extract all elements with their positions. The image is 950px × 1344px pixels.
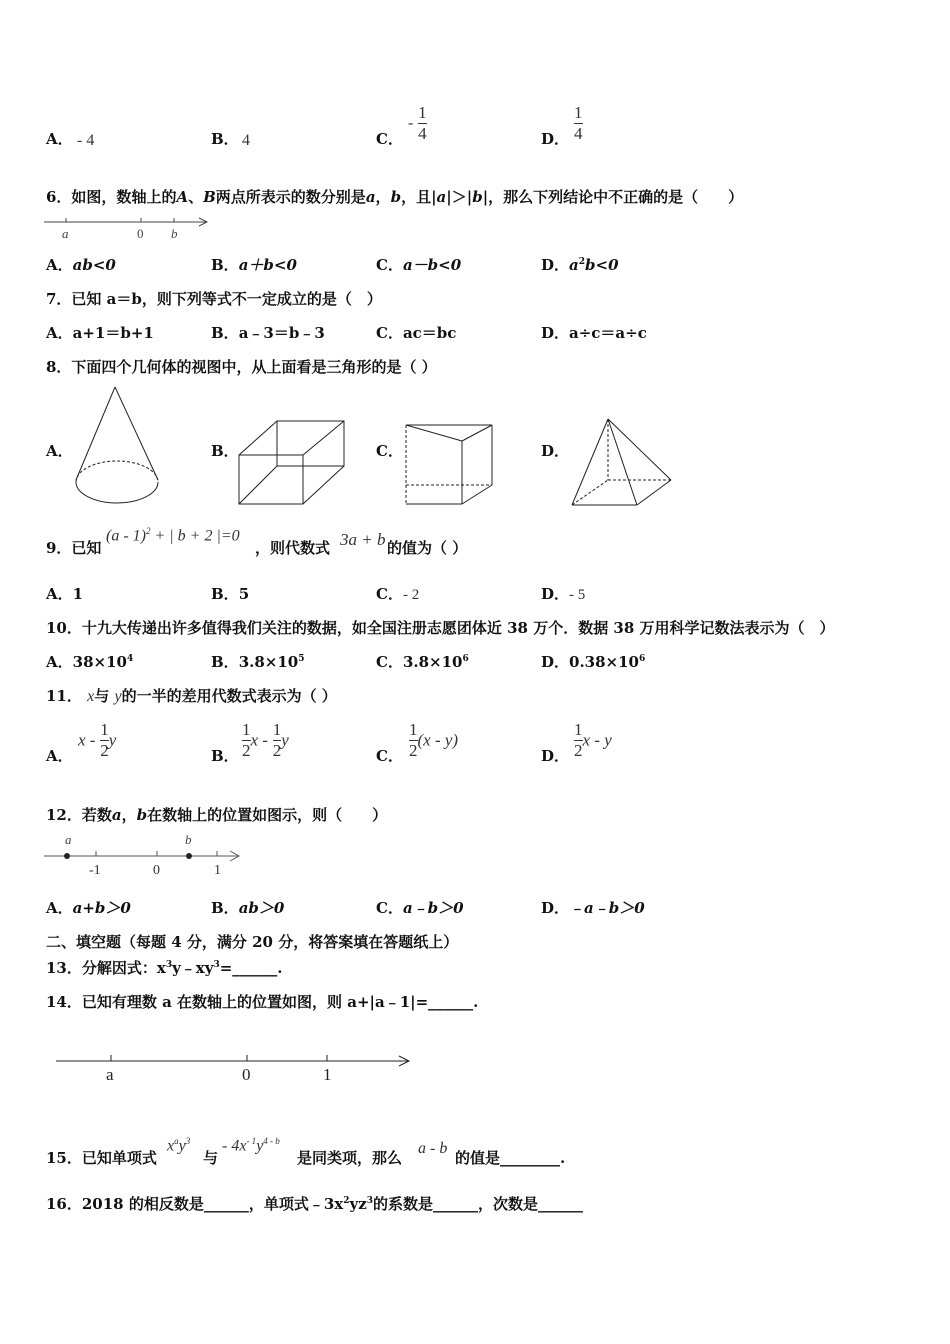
var-a: a: [111, 806, 122, 824]
option-expr: ac＝bc: [402, 324, 457, 342]
axis-label-a: a: [62, 226, 69, 241]
option-expr: a: [569, 256, 579, 274]
q8-option-b-label: B．: [211, 442, 239, 460]
option-label: A．: [46, 653, 73, 671]
q9-option-b: [211, 583, 249, 604]
option-value: - 5: [569, 587, 586, 603]
denominator: 2: [100, 741, 109, 760]
option-expr: ﹣a﹣b＞0: [569, 899, 645, 917]
stem-text: |，那么下列结论中不正确的是（ ）: [482, 188, 744, 206]
option-value: 3.8×10: [402, 653, 463, 671]
exponent: - 1: [246, 1136, 257, 1146]
exponent: 3: [366, 1196, 373, 1206]
expr-part: - 4x: [222, 1137, 247, 1155]
axis-label-one: 1: [214, 863, 221, 878]
expr-part: y: [108, 730, 117, 750]
option-expr: a﹣3＝b﹣3: [238, 324, 325, 342]
option-label: C．: [376, 653, 403, 671]
var-b: b: [472, 188, 483, 206]
point-b: B: [203, 188, 216, 206]
option-expr: a+b＞0: [72, 899, 131, 917]
q8-option-a-label: A．: [46, 442, 73, 460]
q7-option-a: [46, 322, 154, 343]
q9-expression: 3a + b: [340, 530, 386, 549]
fraction: [574, 103, 583, 144]
q12-option-a: [46, 897, 131, 918]
q9-stem-mid: ，则代数式: [255, 539, 331, 557]
q9-option-a: [46, 583, 83, 604]
q5-option-b-value: 4: [242, 132, 250, 149]
q10-option-c: [376, 651, 469, 672]
q11-option-b-label: B．: [211, 747, 239, 765]
denominator: 4: [574, 124, 583, 143]
option-expr: ab<0: [72, 256, 116, 274]
q12-number-line: [44, 830, 244, 878]
q10-option-d: [541, 651, 645, 672]
q13-stem: [46, 957, 283, 978]
var-b: b: [390, 188, 402, 206]
option-expr: ab＞0: [238, 899, 285, 917]
axis-label-b: b: [185, 832, 192, 847]
q7-stem: 7．已知 a＝b，则下列等式不一定成立的是（ ）: [46, 290, 382, 308]
cone-figure: [70, 385, 165, 510]
option-label: D．: [541, 899, 570, 917]
q11-option-c-expr: [409, 720, 458, 761]
stem-text: 16．2018 的相反数是______，单项式﹣3x: [46, 1195, 344, 1213]
fraction: [100, 720, 109, 761]
exponent: 2: [145, 526, 151, 536]
q12-option-d: [541, 897, 645, 918]
option-label: D．: [541, 585, 570, 603]
option-label: C．: [376, 585, 403, 603]
numerator: 1: [100, 720, 109, 739]
stem-text: yz: [349, 1195, 367, 1213]
cuboid-figure: [236, 418, 348, 510]
option-value: 0.38×10: [569, 653, 639, 671]
stem-text: =______.: [219, 959, 283, 977]
fraction: [273, 720, 282, 761]
axis-label-zero: 0: [137, 226, 144, 241]
option-label: D．: [541, 653, 570, 671]
q15-and: 与: [203, 1149, 219, 1167]
q9-stem-prefix: 9．已知: [46, 539, 102, 557]
axis-label-a: a: [65, 832, 72, 847]
q6-option-b: [211, 254, 297, 275]
q7-option-d: [541, 322, 647, 343]
q15-stem-prefix: 15．已知单项式: [46, 1149, 157, 1167]
exponent: 6: [639, 654, 646, 664]
option-label: B．: [211, 585, 239, 603]
q14-number-line: [56, 1050, 416, 1086]
q15-stem-suffix: 的值是________.: [455, 1149, 566, 1167]
denominator: 2: [272, 741, 282, 760]
exponent: 5: [298, 654, 305, 664]
option-label: D．: [541, 256, 570, 274]
stem-text: 13．分解因式：x: [46, 959, 166, 977]
option-label: D．: [541, 324, 570, 342]
exponent: 6: [462, 654, 469, 664]
q14-stem: 14．已知有理数 a 在数轴上的位置如图，则 a+|a﹣1|=______.: [46, 993, 479, 1011]
option-label: C．: [376, 324, 403, 342]
axis-label-minus-one: -1: [89, 863, 101, 878]
q11-stem: [46, 685, 337, 706]
q9-stem-suffix: 的值为（ ）: [387, 539, 468, 557]
option-expr: a＋b<0: [238, 256, 297, 274]
q11-option-d-label: D．: [541, 747, 570, 765]
option-label: A．: [46, 585, 73, 603]
expr-part: (x - y): [417, 730, 459, 750]
q7-option-b: [211, 322, 325, 343]
exponent: 3: [213, 960, 220, 970]
q11-option-b-expr: [242, 720, 289, 761]
axis-label-zero: 0: [242, 1065, 251, 1084]
option-expr: a+1＝b+1: [72, 324, 154, 342]
option-value: 38×10: [72, 653, 127, 671]
option-label: A．: [46, 324, 73, 342]
option-expr: a÷c＝a÷c: [569, 324, 647, 342]
q5-option-d-value: [574, 103, 583, 144]
q10-option-a: [46, 651, 133, 672]
q11-option-c-label: C．: [376, 747, 403, 765]
stem-text: 12．若数: [46, 806, 112, 824]
axis-label-b: b: [171, 226, 178, 241]
var-a: a: [436, 188, 447, 206]
q5-option-a-value: - 4: [77, 132, 95, 149]
axis-label-one: 1: [323, 1065, 332, 1084]
stem-text: 两点所表示的数分别是: [215, 188, 366, 206]
option-expr: b<0: [585, 256, 619, 274]
axis-label-a: a: [106, 1065, 114, 1084]
expr-part: x -: [250, 730, 268, 750]
q15-stem-mid: 是同类项，那么: [297, 1149, 403, 1167]
exponent: 4: [126, 654, 134, 664]
q11-option-d-expr: [574, 720, 612, 761]
q8-stem: 8．下面四个几何体的视图中，从上面看是三角形的是（ ）: [46, 358, 437, 376]
q5-option-d-label: D．: [541, 130, 570, 148]
q15-monomial-1: [167, 1136, 190, 1155]
option-label: A．: [46, 899, 73, 917]
exponent: a: [174, 1136, 179, 1146]
q9-condition: [106, 526, 240, 545]
point-a: A: [176, 188, 189, 206]
q10-option-b: [211, 651, 305, 672]
expr-part: y: [256, 1137, 264, 1155]
q6-number-line: [44, 212, 214, 242]
exponent: 3: [165, 960, 173, 970]
q12-option-c: [376, 897, 464, 918]
numerator: 1: [242, 720, 251, 739]
stem-text: y﹣xy: [172, 959, 214, 977]
fraction: [418, 103, 427, 144]
q12-option-b: [211, 897, 284, 918]
option-label: A．: [46, 256, 73, 274]
q16-stem: [46, 1193, 583, 1214]
q15-expression: a - b: [418, 1140, 448, 1157]
numerator: 1: [574, 103, 583, 122]
option-value: 3.8×10: [238, 653, 299, 671]
stem-text: 与: [94, 687, 110, 705]
numerator: 1: [409, 720, 418, 739]
option-label: B．: [211, 324, 239, 342]
q6-stem: [46, 186, 743, 207]
stem-text: 的系数是______，次数是______: [373, 1195, 584, 1213]
stem-text: |＞|: [446, 188, 473, 206]
var-b: b: [136, 806, 148, 824]
section-2-heading: 二、填空题（每题 4 分，满分 20 分，将答案填在答题纸上）: [46, 933, 459, 951]
fraction: [574, 720, 583, 761]
expr-part: y: [178, 1137, 186, 1155]
exponent: 2: [578, 257, 586, 267]
question-number: 11．: [46, 687, 82, 705]
option-expr: a﹣b＞0: [402, 899, 464, 917]
numerator: 1: [574, 720, 583, 739]
option-label: B．: [211, 653, 239, 671]
denominator: 4: [418, 124, 427, 143]
q15-monomial-2: [222, 1136, 280, 1155]
denominator: 2: [242, 741, 251, 760]
q9-option-c: [376, 583, 419, 604]
pyramid-figure: [568, 416, 678, 508]
q11-option-a-expr: [78, 720, 116, 761]
expr-part: x -: [78, 730, 96, 750]
q5-option-c-value: [408, 103, 427, 144]
stem-text: ，: [375, 188, 391, 206]
denominator: 2: [409, 741, 418, 760]
stem-text: 、: [188, 188, 204, 206]
expr-part: x - y: [582, 730, 612, 750]
stem-text: ，且|: [401, 188, 437, 206]
minus-sign: -: [408, 114, 414, 132]
numerator: 1: [418, 103, 427, 122]
option-expr: a－b<0: [402, 256, 462, 274]
q11-option-a-label: A．: [46, 747, 73, 765]
condition-part: + | b + 2 |=0: [150, 527, 240, 545]
expr-part: y: [281, 730, 289, 750]
var-a: a: [365, 188, 376, 206]
q8-option-d-label: D．: [541, 442, 570, 460]
exponent: 2: [343, 1196, 350, 1206]
option-label: C．: [376, 256, 403, 274]
option-label: B．: [211, 899, 239, 917]
condition-part: (a - 1): [106, 527, 146, 545]
option-label: B．: [211, 256, 239, 274]
fraction: [409, 720, 418, 761]
denominator: 2: [574, 741, 583, 760]
q7-option-c: [376, 322, 456, 343]
axis-label-zero: 0: [153, 863, 160, 878]
option-value: 1: [72, 585, 84, 603]
numerator: 1: [272, 720, 282, 739]
fraction: [242, 720, 251, 761]
q9-option-d: [541, 583, 585, 604]
stem-text: 在数轴上的位置如图示，则（ ）: [147, 806, 388, 824]
stem-text: ，: [121, 806, 137, 824]
q12-stem: [46, 804, 387, 825]
triangular-prism-figure: [402, 421, 497, 507]
option-value: 5: [238, 585, 250, 603]
q5-option-a-label: A．: [46, 130, 73, 148]
stem-text: 6．如图，数轴上的: [46, 188, 177, 206]
q6-option-a: [46, 254, 116, 275]
q8-option-c-label: C．: [376, 442, 403, 460]
option-label: C．: [376, 899, 403, 917]
q6-option-d: [541, 254, 619, 275]
q10-stem: 10．十九大传递出许多值得我们关注的数据，如全国注册志愿团体近 38 万个．数据 38 万用科学记数法表示为（ ）: [46, 619, 835, 637]
stem-text: 的一半的差用代数式表示为（ ）: [121, 687, 337, 705]
expr-part: x: [167, 1137, 175, 1155]
option-value: - 2: [402, 587, 420, 603]
var-y: y: [114, 688, 122, 705]
exponent: 4 - b: [263, 1136, 280, 1146]
q6-option-c: [376, 254, 461, 275]
q5-option-c-label: C．: [376, 130, 403, 148]
var-x: x: [87, 688, 95, 705]
exponent: 3: [185, 1136, 191, 1146]
q5-option-b-label: B．: [211, 130, 239, 148]
